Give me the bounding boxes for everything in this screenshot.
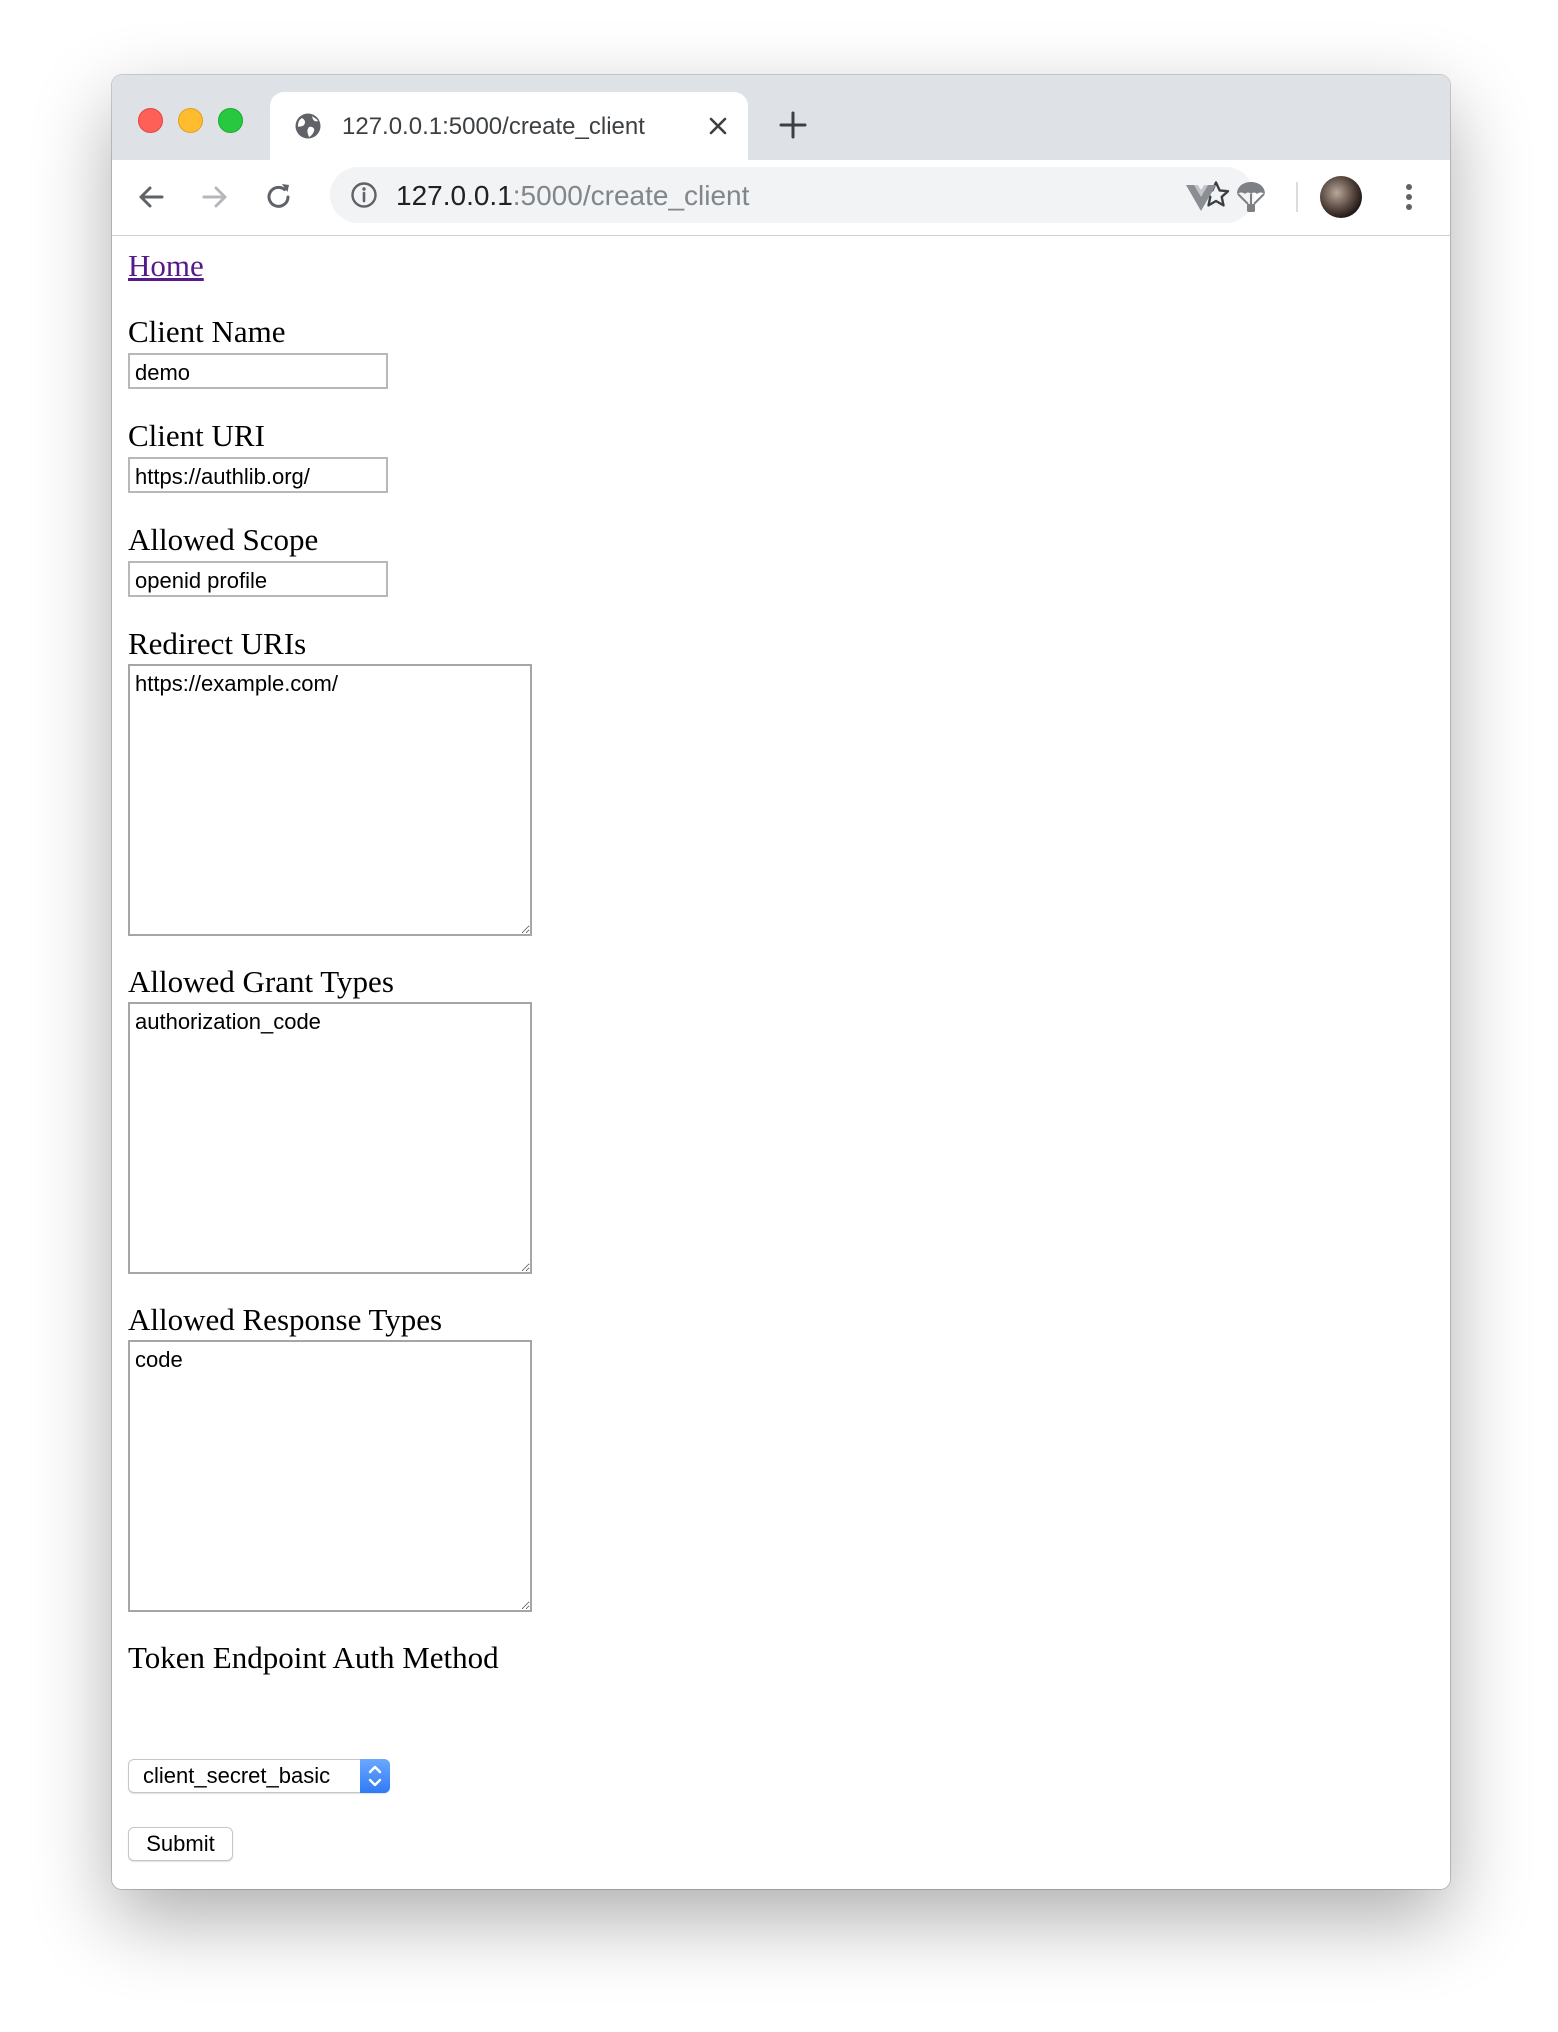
browser-tab-active[interactable] [270,92,748,160]
info-icon[interactable] [350,181,378,209]
browser-toolbar [112,160,1450,236]
updown-chevron-icon [360,1759,390,1793]
back-arrow-icon[interactable] [134,180,168,214]
token-auth-method-select[interactable] [128,1759,390,1793]
close-tab-icon[interactable] [706,114,730,138]
new-tab-icon[interactable] [778,110,808,140]
close-window-button[interactable] [138,108,163,133]
title-bar [112,75,1450,160]
page-content [112,236,1450,1889]
client-name-label: Client Name [128,314,286,349]
toolbar-separator [1296,182,1298,212]
globe-icon [294,112,322,140]
url-text[interactable] [396,180,749,212]
response-types-textarea[interactable] [128,1340,532,1612]
vue-devtools-icon[interactable] [1184,180,1218,214]
submit-button[interactable]: Submit [128,1827,233,1861]
client-uri-input[interactable] [128,457,388,493]
grant-types-label: Allowed Grant Types [128,964,394,999]
more-menu-icon[interactable] [1392,180,1426,214]
home-link[interactable]: Home [128,248,204,283]
response-types-label: Allowed Response Types [128,1302,443,1337]
browser-window [112,75,1450,1889]
allowed-scope-label: Allowed Scope [128,522,319,557]
allowed-scope-input[interactable] [128,561,388,597]
address-bar[interactable] [330,167,1254,223]
profile-avatar[interactable] [1320,176,1362,218]
reload-icon[interactable] [262,180,296,214]
grant-types-textarea[interactable] [128,1002,532,1274]
token-auth-method-label: Token Endpoint Auth Method [128,1640,499,1675]
forward-arrow-icon[interactable] [198,180,232,214]
redirect-uris-label: Redirect URIs [128,626,307,661]
url-host: 127.0.0.1 [396,180,513,211]
select-selected-value: client_secret_basic [143,1763,331,1788]
client-uri-label: Client URI [128,418,265,453]
url-path: :5000/create_client [512,180,750,211]
redirect-uris-textarea[interactable] [128,664,532,936]
parachute-extension-icon[interactable] [1234,180,1268,214]
client-name-input[interactable] [128,353,388,389]
tab-title: 127.0.0.1:5000/create_client [342,113,645,140]
minimize-window-button[interactable] [178,108,203,133]
maximize-window-button[interactable] [218,108,243,133]
select-arrows[interactable] [360,1759,390,1793]
